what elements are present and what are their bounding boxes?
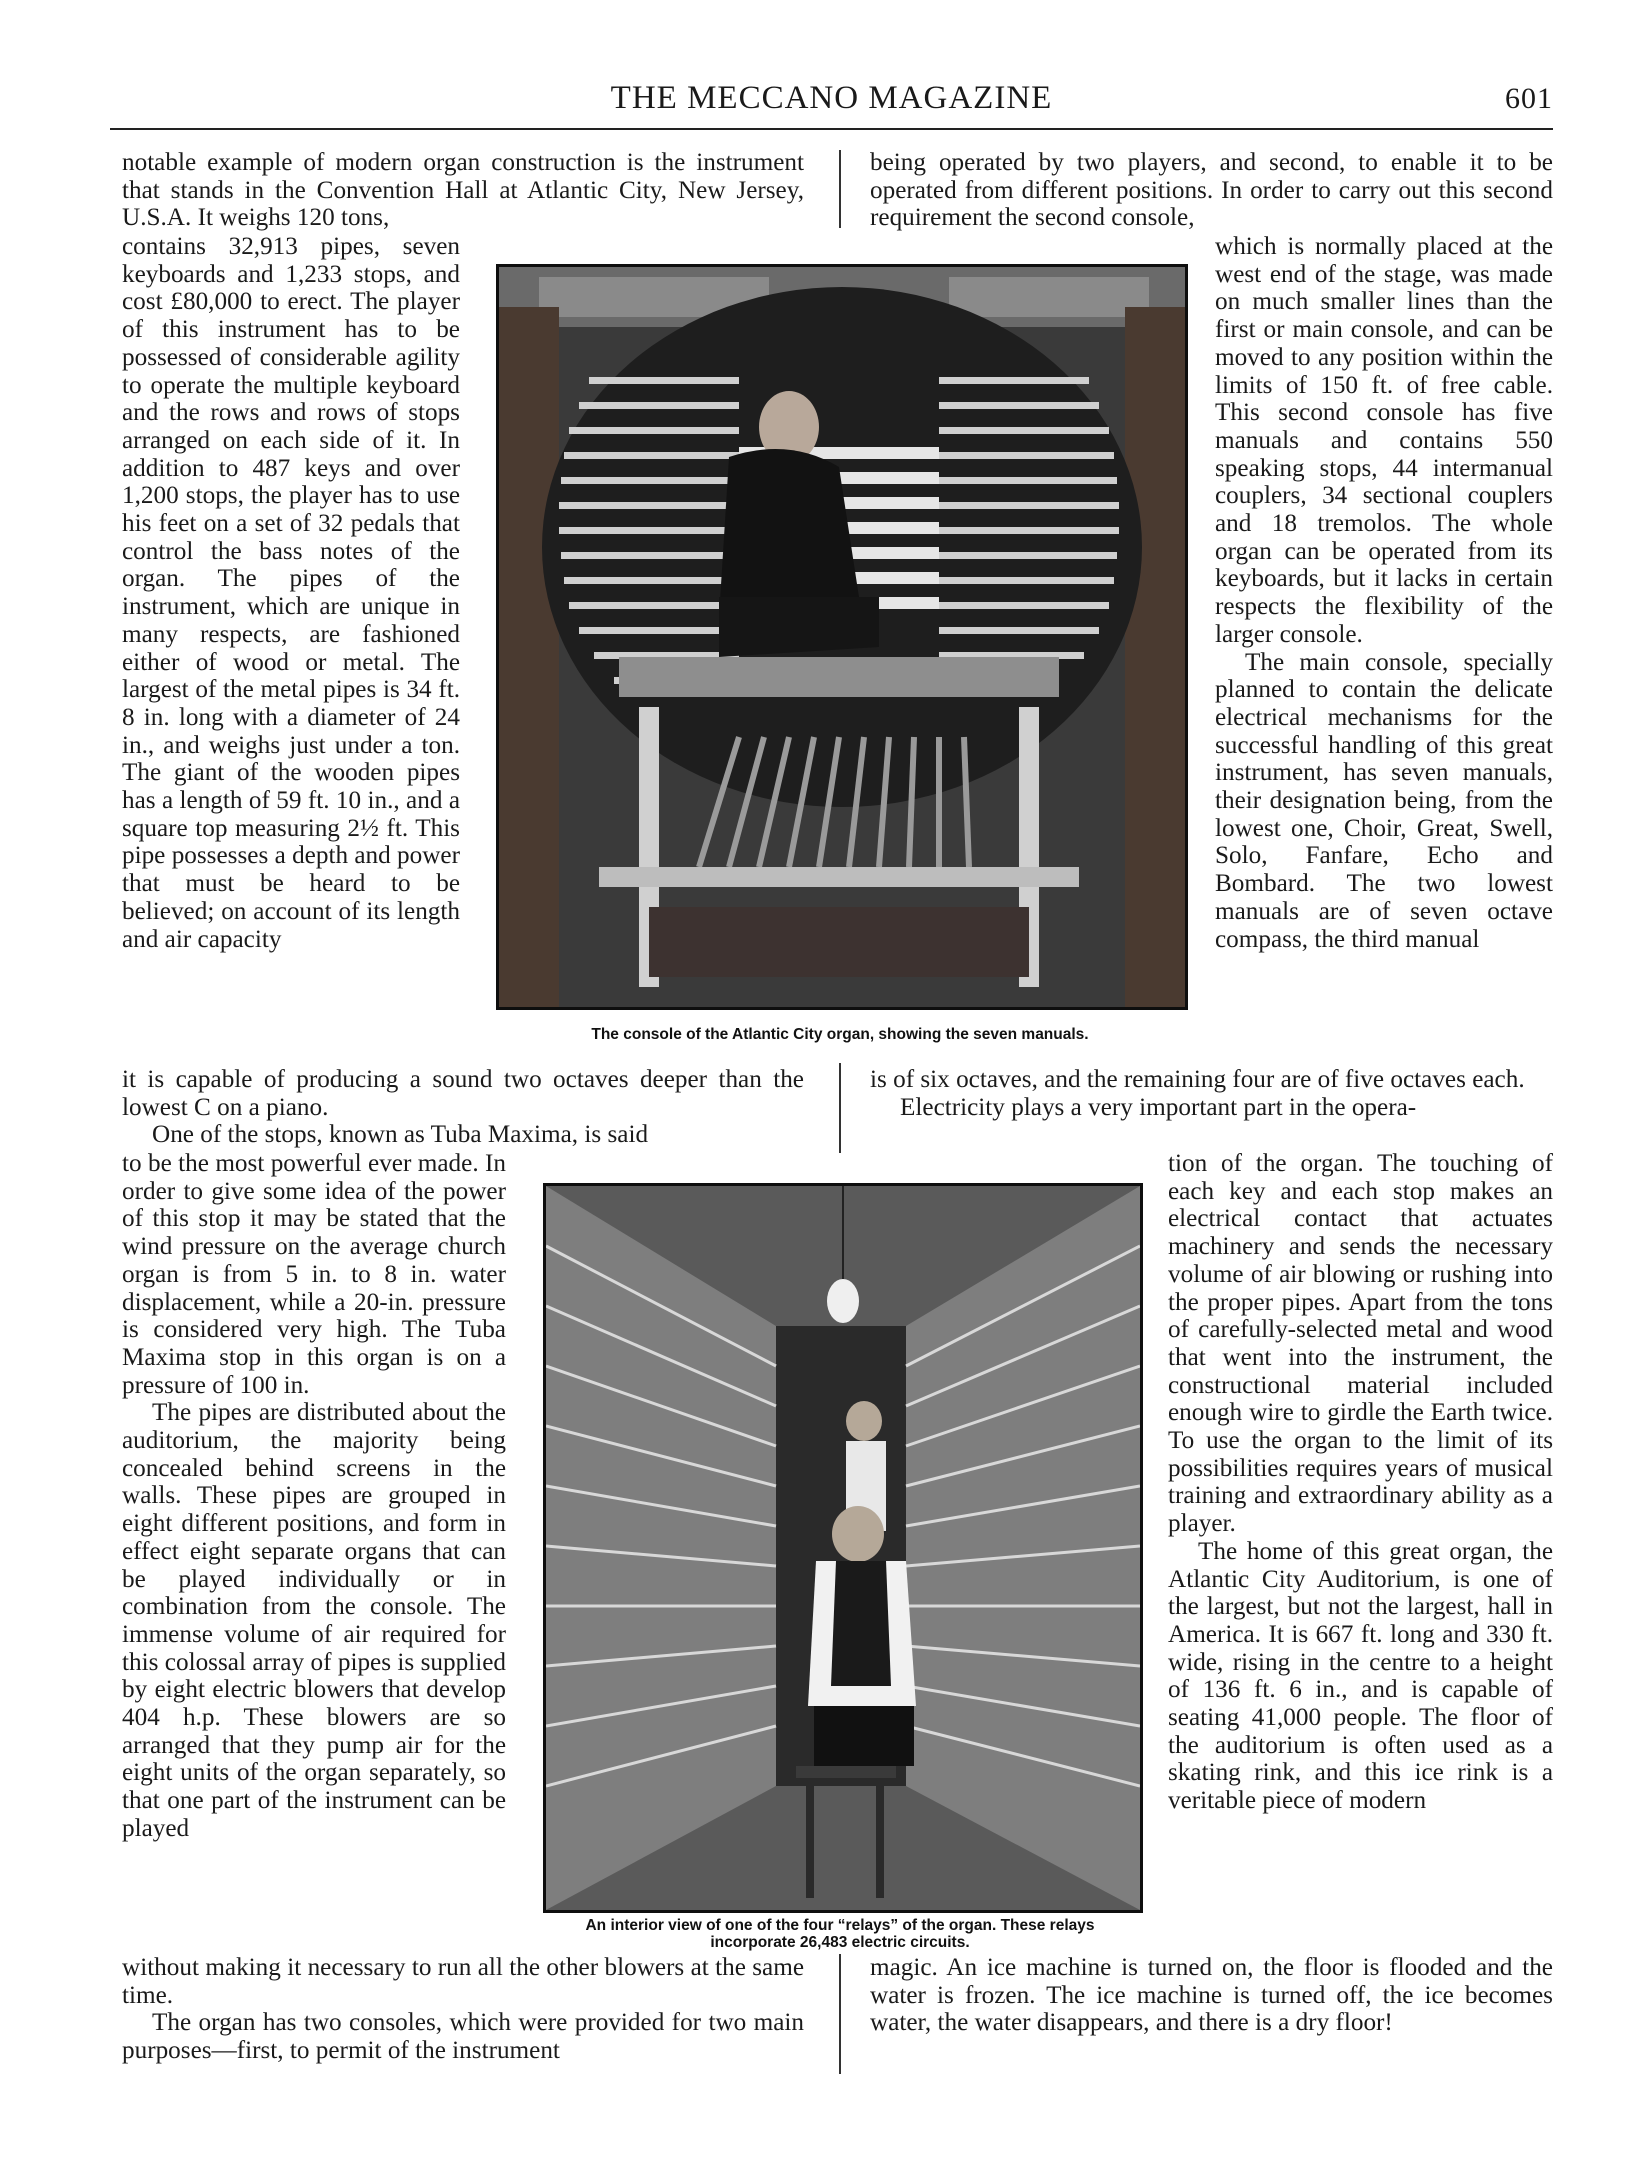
relay-caption-line-1: An interior view of one of the four “relays” of the organ. These relays bbox=[585, 1917, 1095, 1934]
paragraph: is of six octaves, and the remaining four are of five octaves each. bbox=[870, 1066, 1525, 1093]
paragraph: The organ has two consoles, which were provided for two main purposes—first, to permit of the instrument bbox=[122, 2009, 804, 2065]
paragraph: which is normally placed at the west end of the stage, was made on much smaller lines than the first or main console, and can be moved to any position within the limits of 150 ft. of free cable. This second console has five manuals and contains 550 speaking stops, 44 intermanual couplers, 34 sectional couplers and 18 tremolos. The whole organ can be operated from its keyboards, but it lacks in certain respects the flexibility of the larger console. bbox=[1215, 233, 1553, 648]
column-rule-middle bbox=[839, 1063, 841, 1153]
relay-caption-line-2: incorporate 26,483 electric circuits. bbox=[710, 1934, 970, 1951]
paragraph: without making it necessary to run all the other blowers at the same time. bbox=[122, 1954, 804, 2009]
column-rule-top bbox=[839, 150, 841, 228]
right-column-narrow-2 bbox=[1168, 1150, 1553, 1950]
column-rule-bottom bbox=[839, 1954, 841, 2074]
running-header bbox=[110, 80, 1553, 128]
left-column-narrow-2 bbox=[122, 1150, 506, 1950]
paragraph: One of the stops, known as Tuba Maxima, is said bbox=[152, 1121, 649, 1149]
paragraph: The main console, specially planned to contain the delicate electrical mechanisms for the successful handling of this great instrument, has seven manuals, their designation being, from the lowest one, Choir, Great, Swell, Solo, Fanfare, Echo and Bombard. The two lowest manuals are of seven octave compass, the third manual bbox=[1215, 648, 1553, 953]
paragraph: contains 32,913 pipes, seven keyboards and 1,233 stops, and cost £80,000 to erect. The player of this instrument has to be possessed of considerable agility to operate the multiple keyboard and the rows and rows of stops arranged on each side of it. In addition to 487 keys and over 1,200 stops, the player has to use his feet on a set of 32 pedals that control the bass notes of the organ. The pipes of the instrument, which are unique in many respects, are fashioned either of wood or metal. The largest of the metal pipes is 34 ft. 8 in. long with a diameter of 24 in., and weighs just under a ton. The giant of the wooden pipes has a length of 59 ft. 10 in., and a square top measuring 2½ ft. This pipe possesses a depth and power that must be heard to be believed; on account of its length and air capacity bbox=[122, 233, 460, 953]
left-column-top bbox=[122, 149, 804, 232]
paragraph: The pipes are distributed about the auditorium, the majority being concealed behind screens in the walls. These pipes are grouped in eight different positions, and form in effect eight separate organs that can be played individually or in combination from the console. The immense volume of air required for this colossal array of pipes is supplied by eight electric blowers that develop 404 h.p. These blowers are so arranged that they pump air for the eight units of the organ separately, so that one part of the instrument can be played bbox=[122, 1399, 506, 1842]
relay-room-photo bbox=[543, 1183, 1143, 1913]
header-rule bbox=[110, 128, 1553, 130]
paragraph: being operated by two players, and second, to enable it to be operated from different positions. In order to carry out this second requirement the second console, bbox=[870, 149, 1553, 232]
paragraph: magic. An ice machine is turned on, the floor is flooded and the water is frozen. The ice machine is turned off, the ice becomes water, the water disappears, and there is a dry floor! bbox=[870, 1954, 1553, 2037]
magazine-title: THE MECCANO MAGAZINE bbox=[610, 80, 1053, 116]
right-column-top bbox=[870, 149, 1553, 232]
console-photo-caption: The console of the Atlantic City organ, showing the seven manuals. bbox=[591, 1026, 1089, 1043]
paragraph: tion of the organ. The touching of each key and each stop makes an electrical contact that actuates machinery and sends the necessary volume of air blowing or rushing into the proper pipes. Apart from the tons of carefully-selected metal and wood that went into the instrument, the constructional material included enough wire to girdle the Earth twice. To use the organ to the limit of its possibilities requires years of musical training and extraordinary ability as a player. bbox=[1168, 1150, 1553, 1538]
left-column-middle bbox=[122, 1066, 804, 1149]
relay-photo-caption bbox=[520, 1917, 1160, 1951]
paragraph: it is capable of producing a sound two octaves deeper than the lowest C on a piano. bbox=[122, 1066, 804, 1121]
right-column-middle bbox=[870, 1066, 1553, 1121]
page-number: 601 bbox=[1505, 82, 1553, 115]
right-column-bottom bbox=[870, 1954, 1553, 2037]
paragraph: Electricity plays a very important part in the opera- bbox=[900, 1093, 1417, 1121]
relay-room-illustration bbox=[546, 1186, 1140, 1910]
right-column-narrow-1 bbox=[1215, 233, 1553, 1063]
left-column-narrow-1 bbox=[122, 233, 460, 1063]
paragraph: to be the most powerful ever made. In order to give some idea of the power of this stop it may be stated that the wind pressure on the average church organ is from 5 in. to 8 in. water displacement, while a 20-in. pressure is considered very high. The Tuba Maxima stop in this organ is on a pressure of 100 in. bbox=[122, 1150, 506, 1399]
left-column-bottom bbox=[122, 1954, 804, 2065]
organ-console-illustration bbox=[499, 267, 1185, 1007]
organ-console-photo bbox=[496, 264, 1188, 1010]
paragraph: The home of this great organ, the Atlantic City Auditorium, is one of the largest, but not the largest, hall in America. It is 667 ft. long and 330 ft. wide, rising in the centre to a height of 136 ft. 6 in., and is capable of seating 41,000 people. The floor of the auditorium is often used as a skating rink, and this ice rink is a veritable piece of modern bbox=[1168, 1537, 1553, 1815]
paragraph: notable example of modern organ construction is the instrument that stands in the Convention Hall at Atlantic City, New Jersey, U.S.A. It weighs 120 tons, bbox=[122, 149, 804, 232]
